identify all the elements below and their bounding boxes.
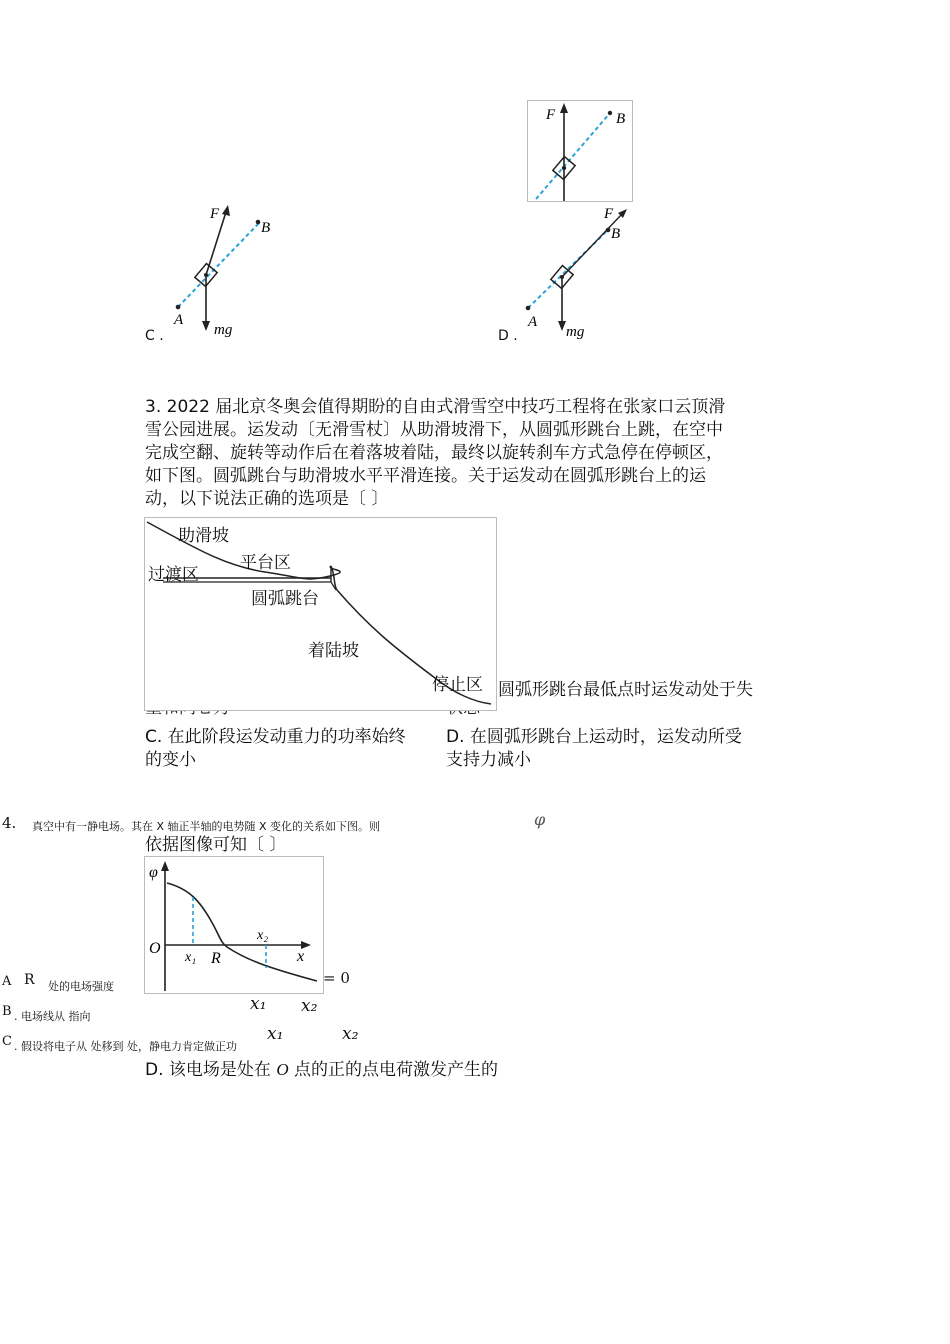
label-F: F	[546, 107, 556, 123]
q4-option-a-label: A	[2, 974, 12, 989]
graph-origin-label: O	[149, 940, 161, 957]
q4-option-c-label: C	[2, 1034, 12, 1049]
graph-x1-label: x₁	[185, 950, 197, 965]
label-B: B	[611, 226, 621, 242]
q4-option-d	[145, 1058, 498, 1082]
label-A: A	[174, 312, 184, 328]
q4-x1-c: x₁	[267, 1024, 284, 1044]
figure-c	[140, 200, 300, 350]
label-stop: 停止区	[432, 675, 483, 695]
q4-stem: 真空中有一静电场。其在 X 轴正半轴的电势随 X 变化的关系如下图。则	[32, 820, 381, 833]
q4-option-d-prefix: D. 该电场是处在	[145, 1060, 277, 1080]
q4-x2-c: x₂	[342, 1024, 359, 1044]
force-f-shaft	[562, 214, 622, 277]
q3-option-d-line2: 支持力减小	[446, 750, 531, 770]
potential-graph	[144, 856, 324, 994]
graph-x2-label: x₂	[257, 928, 269, 943]
graph-x-label: x	[297, 948, 305, 965]
q3-line-2: 雪公园进展。运发动〔无滑雪杖〕从助滑坡滑下，从圆弧形跳台上跳，在空中	[145, 420, 723, 440]
gravity-arrowhead	[558, 321, 566, 331]
q4-option-c-text: . 假设将电子从 处移到 处，静电力肯定做正功	[14, 1040, 237, 1053]
q3-line-5: 动，以下说法正确的选项是〔 〕	[145, 489, 389, 509]
label-A: A	[528, 314, 538, 330]
q4-option-a-r: R	[24, 972, 35, 988]
point-a	[526, 306, 531, 311]
gravity-arrowhead	[202, 321, 210, 331]
label-slope: 助滑坡	[178, 526, 229, 546]
q4-option-b-text: . 电场线从 指向	[14, 1010, 91, 1023]
point-b	[608, 111, 612, 115]
force-f-arrowhead	[222, 205, 230, 216]
q3-line-1: 3. 2022 届北京冬奥会值得期盼的自由式滑雪空中技巧工程将在张家口云顶滑	[145, 397, 726, 417]
point-a	[176, 305, 181, 310]
graph-phi-label: φ	[149, 864, 158, 881]
q3-option-b-fragment: 圆弧形跳台最低点时运发动处于失	[498, 680, 753, 700]
q3-option-c-line1: C. 在此阶段运发动重力的功率始终	[145, 727, 406, 747]
q3-line-3: 完成空翻、旋转等动作后在着落坡着陆，最终以旋转刹车方式急停在停顿区，	[145, 443, 723, 463]
q4-number: 4.	[2, 814, 17, 832]
q3-option-d-line1: D. 在圆弧形跳台上运动时，运发动所受	[446, 727, 742, 747]
q4-option-d-suffix: 点的正的点电荷激发产生的	[288, 1060, 498, 1080]
center-dot	[562, 166, 566, 170]
q4-trail: = 0	[323, 969, 350, 987]
label-F: F	[210, 206, 220, 222]
option-d-label: D .	[498, 328, 518, 344]
label-mg: mg	[214, 322, 233, 338]
label-landing: 着陆坡	[308, 641, 359, 661]
q3-line-4: 如下图。圆弧跳台与助滑坡水平平滑连接。关于运发动在圆弧形跳台上的运	[145, 466, 706, 486]
force-diagram-vertical	[528, 101, 632, 201]
force-arrowhead	[560, 103, 568, 113]
dashed-line-ab	[536, 113, 610, 199]
graph-r-label: R	[211, 950, 221, 967]
phi-axis-arrow	[161, 861, 169, 871]
label-mg: mg	[566, 324, 585, 340]
q3-option-c-line2: 的变小	[145, 750, 196, 770]
label-platform: 平台区	[240, 553, 291, 573]
label-jump: 圆弧跳台	[251, 589, 319, 609]
q4-stem-2: 依据图像可知〔 〕	[145, 835, 287, 855]
label-transition: 过渡区	[148, 565, 199, 585]
q4-option-a-text: 处的电场强度	[48, 980, 114, 993]
label-B: B	[261, 220, 271, 236]
q4-x1-a: x₁	[250, 994, 267, 1014]
figure-upper-right	[527, 100, 633, 202]
q4-x2-a: x₂	[301, 996, 318, 1016]
q4-phi-symbol: φ	[534, 810, 546, 829]
option-c-label: C .	[145, 328, 164, 344]
figure-d	[510, 200, 660, 350]
potential-curve	[167, 883, 317, 981]
q4-option-d-o: O	[276, 1060, 289, 1079]
q4-option-b-label: B	[2, 1004, 12, 1019]
label-B: B	[616, 111, 626, 127]
point-b	[256, 220, 261, 225]
label-F: F	[604, 206, 614, 222]
